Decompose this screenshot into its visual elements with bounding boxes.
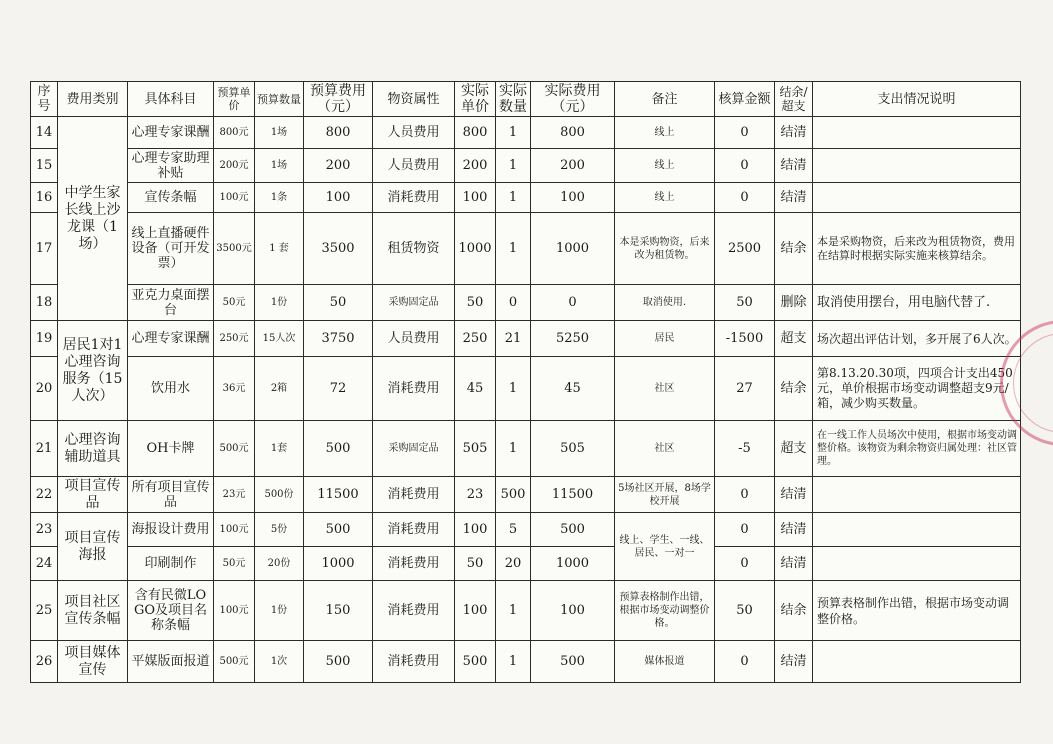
seq-cell: 18 [31, 285, 58, 321]
actual-qty-cell: 1 [496, 581, 531, 641]
actual-cost-cell: 200 [531, 149, 615, 183]
item-cell: 心理专家课酬 [128, 117, 214, 149]
header-actual-qty: 实际数量 [496, 82, 531, 117]
header-attr: 物资属性 [373, 82, 455, 117]
actual-qty-cell: 1 [496, 421, 531, 477]
balance-cell: 结余 [775, 213, 813, 285]
item-cell: 所有项目宣传品 [128, 477, 214, 513]
actual-qty-cell: 1 [496, 117, 531, 149]
balance-cell: 结清 [775, 149, 813, 183]
actual-qty-cell: 0 [496, 285, 531, 321]
budget-qty-cell: 1份 [255, 285, 304, 321]
seq-cell: 24 [31, 547, 58, 581]
explain-cell: 场次超出评估计划，多开展了6人次。 [813, 321, 1021, 357]
item-cell: 饮用水 [128, 357, 214, 421]
remark-cell: 居民 [615, 321, 715, 357]
approved-cell: 0 [715, 641, 775, 683]
category-cell: 项目媒体宣传 [58, 641, 128, 683]
item-cell: 宣传条幅 [128, 183, 214, 213]
explain-cell [813, 513, 1021, 547]
attr-cell: 人员费用 [373, 321, 455, 357]
approved-cell: 0 [715, 117, 775, 149]
attr-cell: 采购固定品 [373, 421, 455, 477]
actual-qty-cell: 500 [496, 477, 531, 513]
attr-cell: 消耗费用 [373, 581, 455, 641]
item-cell: 线上直播硬件设备（可开发票） [128, 213, 214, 285]
table-row [31, 183, 1021, 213]
actual-qty-cell: 1 [496, 641, 531, 683]
budget-unit-cell: 100元 [214, 183, 255, 213]
budget-cost-cell: 50 [304, 285, 373, 321]
actual-unit-cell: 800 [455, 117, 496, 149]
table-row [31, 213, 1021, 285]
budget-qty-cell: 5份 [255, 513, 304, 547]
actual-qty-cell: 1 [496, 357, 531, 421]
attr-cell: 消耗费用 [373, 547, 455, 581]
budget-qty-cell: 500份 [255, 477, 304, 513]
header-category: 费用类别 [58, 82, 128, 117]
attr-cell: 人员费用 [373, 117, 455, 149]
actual-qty-cell: 5 [496, 513, 531, 547]
approved-cell: -5 [715, 421, 775, 477]
budget-cost-cell: 1000 [304, 547, 373, 581]
remark-cell: 预算表格制作出错，根据市场变动调整价格。 [615, 581, 715, 641]
actual-qty-cell: 1 [496, 149, 531, 183]
header-budget-unit: 预算单价 [214, 82, 255, 117]
seq-cell: 14 [31, 117, 58, 149]
balance-cell: 结清 [775, 183, 813, 213]
actual-cost-cell: 100 [531, 183, 615, 213]
balance-cell: 超支 [775, 421, 813, 477]
budget-qty-cell: 1次 [255, 641, 304, 683]
actual-unit-cell: 50 [455, 285, 496, 321]
budget-cost-cell: 3750 [304, 321, 373, 357]
seq-cell: 16 [31, 183, 58, 213]
seq-cell: 15 [31, 149, 58, 183]
item-cell: 印刷制作 [128, 547, 214, 581]
budget-qty-cell: 1条 [255, 183, 304, 213]
seq-cell: 20 [31, 357, 58, 421]
actual-unit-cell: 50 [455, 547, 496, 581]
budget-unit-cell: 23元 [214, 477, 255, 513]
approved-cell: 27 [715, 357, 775, 421]
budget-unit-cell: 500元 [214, 641, 255, 683]
header-row [31, 82, 1021, 117]
item-cell: 海报设计费用 [128, 513, 214, 547]
approved-cell: -1500 [715, 321, 775, 357]
seq-cell: 17 [31, 213, 58, 285]
actual-unit-cell: 250 [455, 321, 496, 357]
table-row [31, 357, 1021, 421]
actual-cost-cell: 0 [531, 285, 615, 321]
explain-cell: 取消使用摆台，用电脑代替了. [813, 285, 1021, 321]
balance-cell: 结余 [775, 357, 813, 421]
table-row [31, 581, 1021, 641]
table-row [31, 321, 1021, 357]
remark-cell: 线上 [615, 117, 715, 149]
header-remark: 备注 [615, 82, 715, 117]
budget-qty-cell: 1 套 [255, 213, 304, 285]
explain-cell [813, 183, 1021, 213]
remark-cell: 本是采购物资，后来改为租赁物。 [615, 213, 715, 285]
table-row [31, 547, 1021, 581]
budget-cost-cell: 72 [304, 357, 373, 421]
table-row [31, 513, 1021, 547]
budget-qty-cell: 1场 [255, 117, 304, 149]
actual-unit-cell: 505 [455, 421, 496, 477]
explain-cell [813, 641, 1021, 683]
remark-cell: 线上、学生、一线、居民、一对一 [615, 513, 715, 581]
budget-qty-cell: 15人次 [255, 321, 304, 357]
item-cell: 亚克力桌面摆台 [128, 285, 214, 321]
table-row [31, 477, 1021, 513]
explain-cell [813, 547, 1021, 581]
category-cell: 居民1对1心理咨询服务（15人次） [58, 321, 128, 421]
table-row [31, 285, 1021, 321]
actual-cost-cell: 11500 [531, 477, 615, 513]
header-approved: 核算金额 [715, 82, 775, 117]
budget-unit-cell: 500元 [214, 421, 255, 477]
actual-qty-cell: 20 [496, 547, 531, 581]
actual-cost-cell: 1000 [531, 547, 615, 581]
actual-cost-cell: 100 [531, 581, 615, 641]
budget-cost-cell: 11500 [304, 477, 373, 513]
balance-cell: 结清 [775, 513, 813, 547]
attr-cell: 消耗费用 [373, 183, 455, 213]
attr-cell: 人员费用 [373, 149, 455, 183]
seq-cell: 22 [31, 477, 58, 513]
remark-cell: 线上 [615, 183, 715, 213]
budget-unit-cell: 3500元 [214, 213, 255, 285]
header-budget-cost: 预算费用（元） [304, 82, 373, 117]
budget-unit-cell: 800元 [214, 117, 255, 149]
explain-cell [813, 149, 1021, 183]
budget-qty-cell: 2箱 [255, 357, 304, 421]
approved-cell: 0 [715, 513, 775, 547]
explain-cell [813, 117, 1021, 149]
actual-unit-cell: 100 [455, 183, 496, 213]
attr-cell: 消耗费用 [373, 513, 455, 547]
explain-cell: 第8.13.20.30项，四项合计支出450元，单价根据市场变动调整超支9元/箱，减少购买数量。 [813, 357, 1021, 421]
balance-cell: 删除 [775, 285, 813, 321]
actual-unit-cell: 200 [455, 149, 496, 183]
budget-qty-cell: 1套 [255, 421, 304, 477]
seq-cell: 21 [31, 421, 58, 477]
budget-cost-cell: 500 [304, 513, 373, 547]
budget-cost-cell: 100 [304, 183, 373, 213]
balance-cell: 结清 [775, 117, 813, 149]
attr-cell: 消耗费用 [373, 641, 455, 683]
actual-cost-cell: 1000 [531, 213, 615, 285]
seq-cell: 23 [31, 513, 58, 547]
table-row [31, 641, 1021, 683]
remark-cell: 社区 [615, 421, 715, 477]
item-cell: 心理专家助理补贴 [128, 149, 214, 183]
category-cell: 中学生家长线上沙龙课（1场） [58, 117, 128, 321]
budget-unit-cell: 100元 [214, 581, 255, 641]
approved-cell: 50 [715, 285, 775, 321]
budget-qty-cell: 1场 [255, 149, 304, 183]
explain-cell: 在一线工作人员场次中使用，根据市场变动调整价格。该物资为剩余物资归属处理：社区管理。 [813, 421, 1021, 477]
approved-cell: 2500 [715, 213, 775, 285]
approved-cell: 0 [715, 149, 775, 183]
actual-qty-cell: 1 [496, 213, 531, 285]
seq-cell: 26 [31, 641, 58, 683]
category-cell: 心理咨询辅助道具 [58, 421, 128, 477]
budget-unit-cell: 100元 [214, 513, 255, 547]
approved-cell: 50 [715, 581, 775, 641]
actual-unit-cell: 100 [455, 581, 496, 641]
budget-cost-cell: 200 [304, 149, 373, 183]
header-item: 具体科目 [128, 82, 214, 117]
remark-cell: 社区 [615, 357, 715, 421]
explain-cell: 预算表格制作出错，根据市场变动调整价格。 [813, 581, 1021, 641]
actual-cost-cell: 500 [531, 513, 615, 547]
budget-qty-cell: 20份 [255, 547, 304, 581]
actual-unit-cell: 1000 [455, 213, 496, 285]
explain-cell [813, 477, 1021, 513]
actual-cost-cell: 500 [531, 641, 615, 683]
actual-unit-cell: 100 [455, 513, 496, 547]
header-explain: 支出情况说明 [813, 82, 1021, 117]
remark-cell: 媒体报道 [615, 641, 715, 683]
budget-cost-cell: 3500 [304, 213, 373, 285]
budget-unit-cell: 250元 [214, 321, 255, 357]
table-row [31, 421, 1021, 477]
item-cell: 含有民微LOGO及项目名称条幅 [128, 581, 214, 641]
actual-unit-cell: 500 [455, 641, 496, 683]
budget-cost-cell: 150 [304, 581, 373, 641]
balance-cell: 超支 [775, 321, 813, 357]
header-budget-qty: 预算数量 [255, 82, 304, 117]
balance-cell: 结余 [775, 581, 813, 641]
actual-cost-cell: 800 [531, 117, 615, 149]
category-cell: 项目社区宣传条幅 [58, 581, 128, 641]
budget-cost-cell: 500 [304, 421, 373, 477]
explain-cell: 本是采购物资，后来改为租赁物资，费用在结算时根据实际实施来核算结余。 [813, 213, 1021, 285]
budget-unit-cell: 36元 [214, 357, 255, 421]
budget-unit-cell: 200元 [214, 149, 255, 183]
item-cell: OH卡牌 [128, 421, 214, 477]
attr-cell: 消耗费用 [373, 357, 455, 421]
table-row [31, 117, 1021, 149]
header-actual-unit: 实际单价 [455, 82, 496, 117]
balance-cell: 结清 [775, 477, 813, 513]
remark-cell: 取消使用. [615, 285, 715, 321]
budget-cost-cell: 800 [304, 117, 373, 149]
approved-cell: 0 [715, 477, 775, 513]
approved-cell: 0 [715, 183, 775, 213]
budget-qty-cell: 1份 [255, 581, 304, 641]
actual-unit-cell: 23 [455, 477, 496, 513]
header-balance: 结余/超支 [775, 82, 813, 117]
budget-table [30, 81, 1021, 683]
item-cell: 心理专家课酬 [128, 321, 214, 357]
seq-cell: 19 [31, 321, 58, 357]
item-cell: 平媒版面报道 [128, 641, 214, 683]
actual-cost-cell: 45 [531, 357, 615, 421]
attr-cell: 消耗费用 [373, 477, 455, 513]
budget-cost-cell: 500 [304, 641, 373, 683]
table-row [31, 149, 1021, 183]
actual-unit-cell: 45 [455, 357, 496, 421]
actual-cost-cell: 505 [531, 421, 615, 477]
actual-qty-cell: 1 [496, 183, 531, 213]
attr-cell: 租赁物资 [373, 213, 455, 285]
attr-cell: 采购固定品 [373, 285, 455, 321]
approved-cell: 0 [715, 547, 775, 581]
header-seq: 序号 [31, 82, 58, 117]
remark-cell: 5场社区开展，8场学校开展 [615, 477, 715, 513]
balance-cell: 结清 [775, 547, 813, 581]
category-cell: 项目宣传品 [58, 477, 128, 513]
actual-qty-cell: 21 [496, 321, 531, 357]
seq-cell: 25 [31, 581, 58, 641]
header-actual-cost: 实际费用（元） [531, 82, 615, 117]
balance-cell: 结清 [775, 641, 813, 683]
budget-unit-cell: 50元 [214, 285, 255, 321]
budget-unit-cell: 50元 [214, 547, 255, 581]
remark-cell: 线上 [615, 149, 715, 183]
actual-cost-cell: 5250 [531, 321, 615, 357]
category-cell: 项目宣传海报 [58, 513, 128, 581]
